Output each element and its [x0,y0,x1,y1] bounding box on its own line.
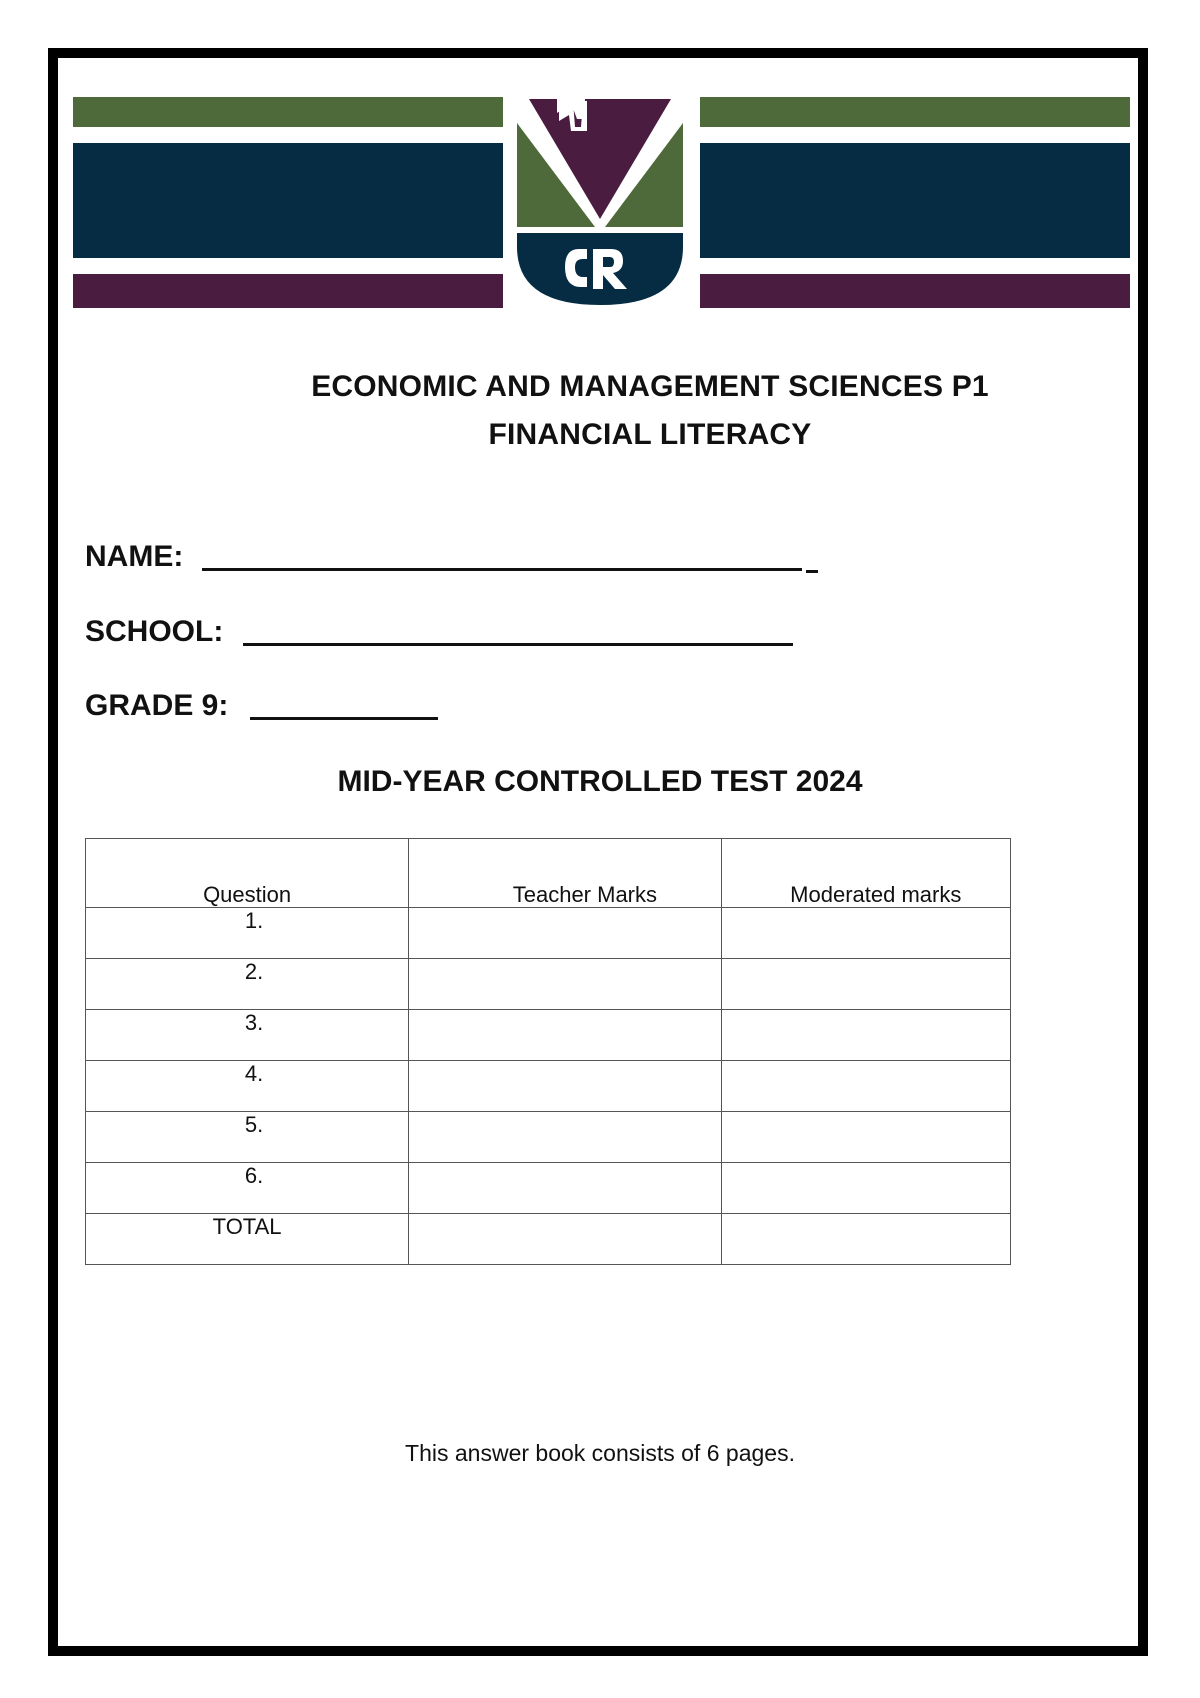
question-cell [86,959,409,1010]
table-row [86,1010,1011,1061]
question-number: 2. [244,959,264,984]
moderated-marks-cell[interactable] [721,1163,1010,1214]
banner-left-navy-bar [73,143,503,258]
school-field-line[interactable] [243,643,793,646]
school-field-label: SCHOOL: [85,615,224,648]
header-question-label: Question [203,882,292,907]
banner-right-purple-bar [700,274,1130,308]
teacher-marks-cell[interactable] [409,908,721,959]
question-number: 5. [244,1112,264,1137]
total-row [86,1214,1011,1265]
teacher-marks-cell[interactable] [409,1010,721,1061]
table-row [86,908,1011,959]
teacher-marks-cell[interactable] [409,959,721,1010]
teacher-marks-cell[interactable] [409,1061,721,1112]
name-field-line-tail [806,570,818,573]
question-number: 1. [244,908,264,933]
name-field-label: NAME: [85,540,184,573]
table-row [86,1163,1011,1214]
header-moderated-marks-label: Moderated marks [790,882,962,907]
page-count-note: This answer book consists of 6 pages. [405,1440,795,1466]
school-crest-icon [515,97,685,307]
question-cell [86,908,409,959]
moderated-total-cell[interactable] [721,1214,1010,1265]
header-moderated-marks [721,839,1010,908]
test-title: MID-YEAR CONTROLLED TEST 2024 [337,765,863,798]
question-number: 4. [244,1061,264,1086]
grade-field-label: GRADE 9: [85,689,229,722]
name-field-line[interactable] [202,568,802,571]
total-cell [86,1214,409,1265]
total-label: TOTAL [212,1214,282,1239]
moderated-marks-cell[interactable] [721,1061,1010,1112]
teacher-marks-cell[interactable] [409,1163,721,1214]
banner-left-green-bar [73,97,503,127]
paper-subtitle: FINANCIAL LITERACY [488,418,812,451]
subject-title: ECONOMIC AND MANAGEMENT SCIENCES P1 [311,370,989,403]
moderated-marks-cell[interactable] [721,1112,1010,1163]
header-question [86,839,409,908]
header-teacher-marks-label: Teacher Marks [512,882,658,907]
question-number: 6. [244,1163,264,1188]
question-number: 3. [244,1010,264,1035]
grade-field-line[interactable] [250,717,438,720]
banner-left-purple-bar [73,274,503,308]
question-cell [86,1010,409,1061]
table-row [86,1112,1011,1163]
banner-right-navy-bar [700,143,1130,258]
marks-table-header-row [86,839,1011,908]
moderated-marks-cell[interactable] [721,908,1010,959]
header-teacher-marks [409,839,721,908]
question-cell [86,1163,409,1214]
table-row [86,959,1011,1010]
teacher-total-cell[interactable] [409,1214,721,1265]
marks-table [85,838,1011,1265]
banner-right-green-bar [700,97,1130,127]
moderated-marks-cell[interactable] [721,959,1010,1010]
question-cell [86,1061,409,1112]
teacher-marks-cell[interactable] [409,1112,721,1163]
table-row [86,1061,1011,1112]
question-cell [86,1112,409,1163]
moderated-marks-cell[interactable] [721,1010,1010,1061]
